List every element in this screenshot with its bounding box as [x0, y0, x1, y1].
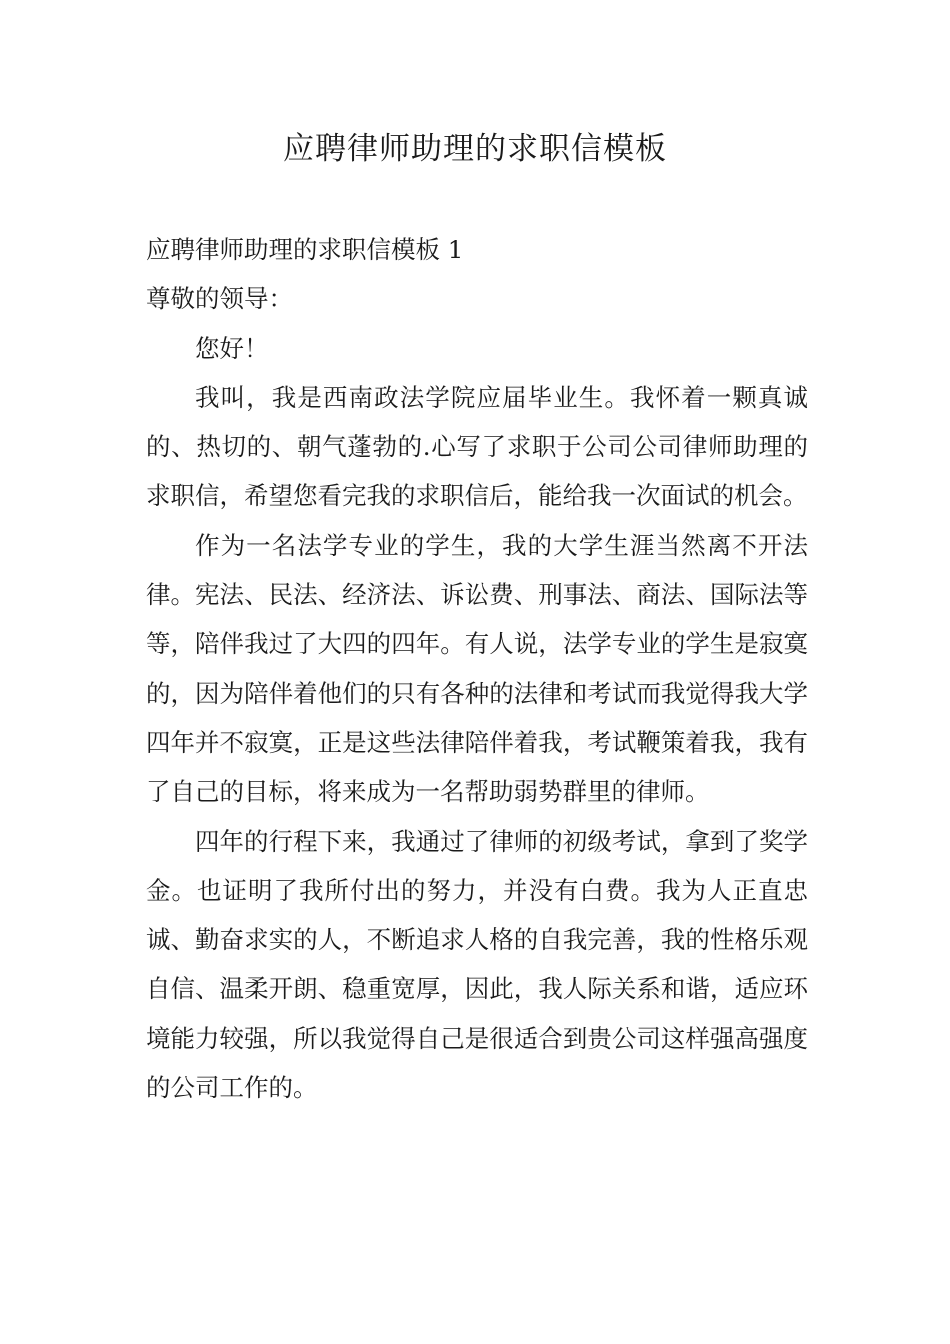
salutation: 尊敬的领导：: [146, 284, 293, 314]
paragraph-studies: 作为一名法学专业的学生，我的大学生涯当然离不开法律。宪法、民法、经济法、诉讼费、刑事法、商法、国际法等等，陪伴我过了大四的四年。有人说，法学专业的学生是寂寞的，因为陪伴着他们的只有各种的法律和考试而我觉得我大学四年并不寂寞，正是这些法律陪伴着我，考试鞭策着我，我有了自己的目标，将来成为一名帮助弱势群里的律师。: [146, 530, 808, 807]
greeting: 您好！: [195, 333, 269, 363]
paragraph-intro: 我叫，我是西南政法学院应届毕业生。我怀着一颗真诚的、热切的、朝气蓬勃的.心写了求职于公司公司律师助理的求职信，希望您看完我的求职信后，能给我一次面试的机会。: [146, 382, 808, 511]
document-body: [146, 225, 808, 1112]
document-subtitle: 应聘律师助理的求职信模板 1: [146, 235, 464, 264]
paragraph-achievements: 四年的行程下来，我通过了律师的初级考试，拿到了奖学金。也证明了我所付出的努力，并没有白费。我为人正直忠诚、勤奋求实的人，不断追求人格的自我完善，我的性格乐观自信、温柔开朗、稳重宽厚，因此，我人际关系和谐，适应环境能力较强，所以我觉得自己是很适合到贵公司这样强高强度的公司工作的。: [146, 826, 808, 1103]
document-title: 应聘律师助理的求职信模板: [283, 131, 667, 167]
